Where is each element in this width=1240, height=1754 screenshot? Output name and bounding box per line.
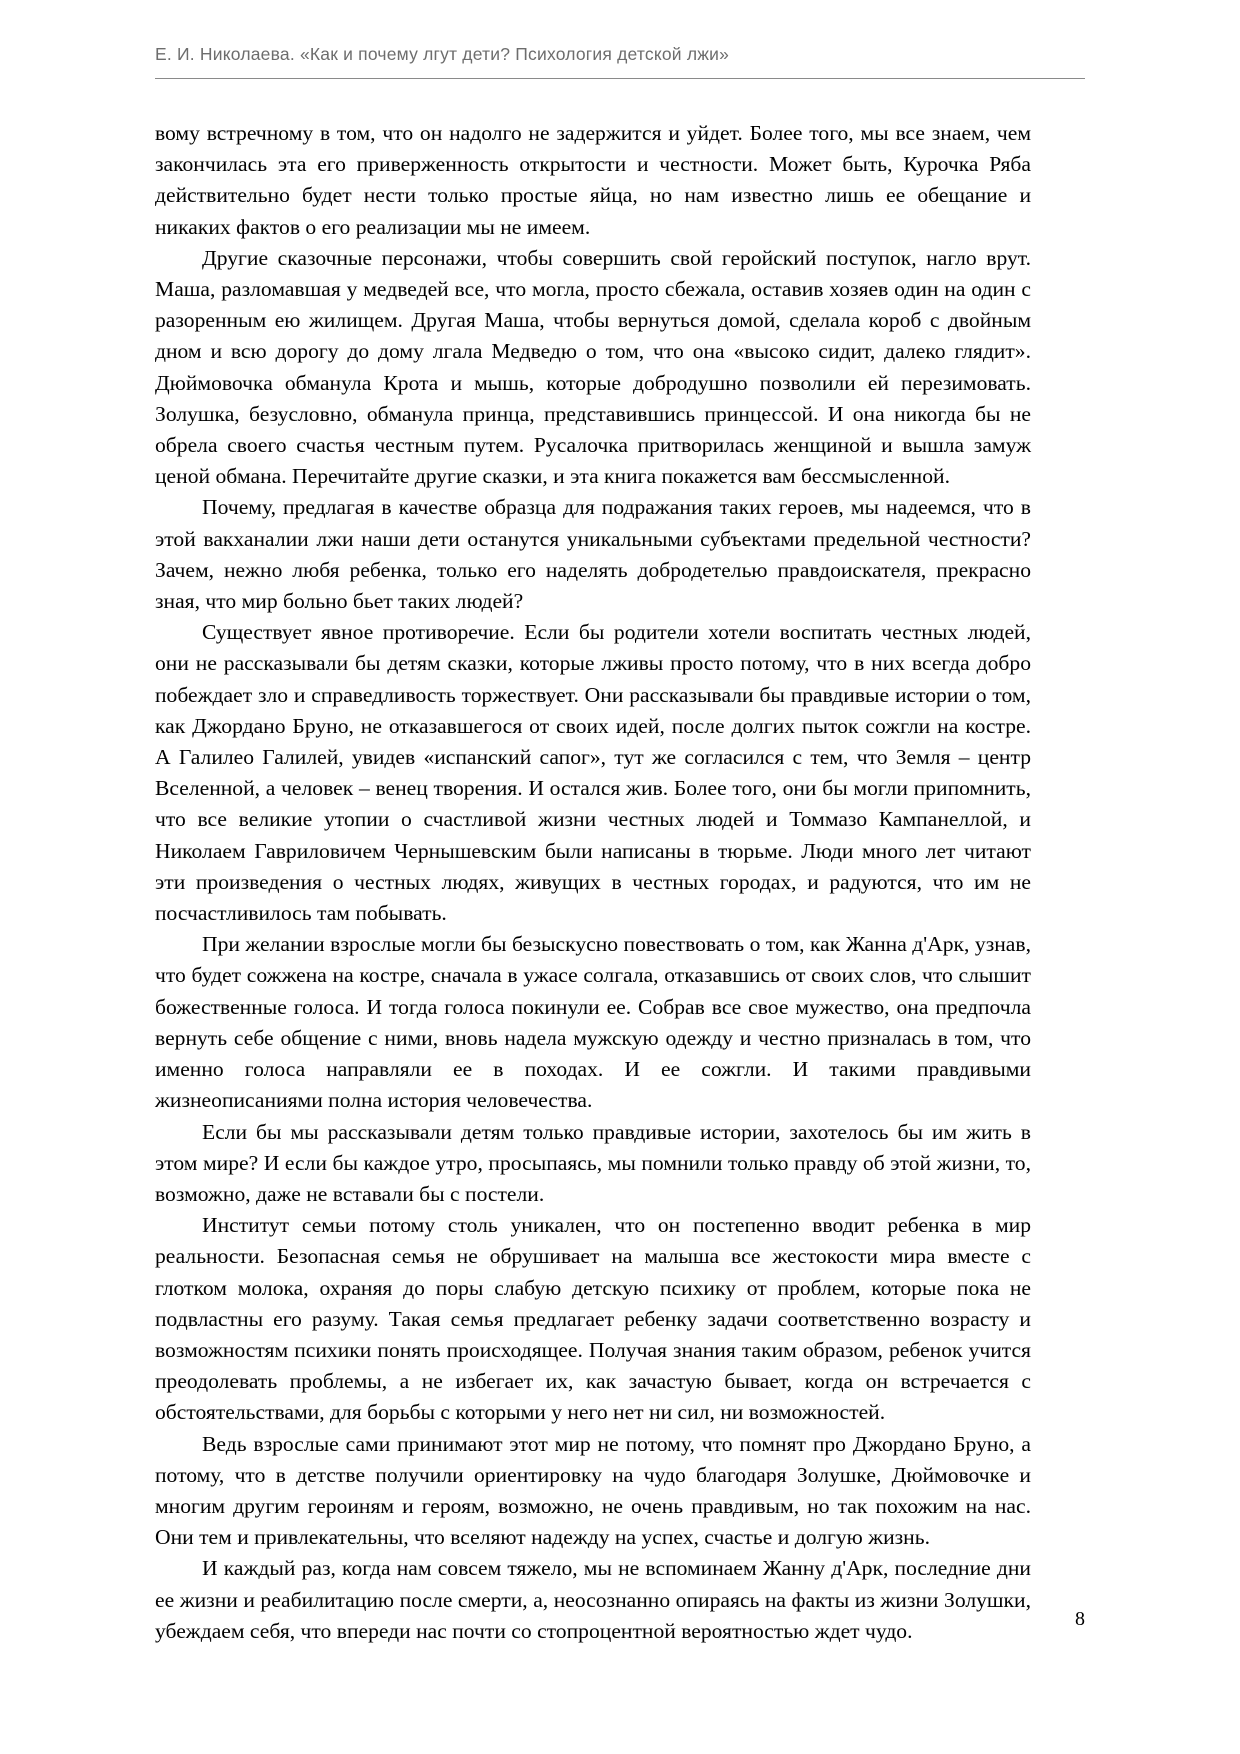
- paragraph: Существует явное противоречие. Если бы родители хотели воспитать честных людей, они не рассказывали бы детям сказки, которые лживы просто потому, что в них всегда добро побеждает зло и справедливость торжествует. Они рассказывали бы правдивые истории о том, как Джордано Бруно, не отказавшегося от своих идей, после долгих пыток сожгли на костре. А Галилео Галилей, увидев «испанский сапог», тут же согласился с тем, что Земля – центр Вселенной, а человек – венец творения. И остался жив. Более того, они бы могли припомнить, что все великие утопии о счастливой жизни честных людей и Томмазо Кампанеллой, и Николаем Гавриловичем Чернышевским были написаны в тюрьме. Люди много лет читают эти произведения о честных людях, живущих в честных городах, и радуются, что им не посчастливилось там побывать.: [155, 620, 1031, 926]
- paragraph: Ведь взрослые сами принимают этот мир не потому, что помнят про Джордано Бруно, а потому, что в детстве получили ориентировку на чудо благодаря Золушке, Дюймовочке и многим другим героиням и героям, возможно, не очень правдивым, но так похожим на нас. Они тем и привлекательны, что вселяют надежду на успех, счастье и долгую жизнь.: [155, 1431, 1031, 1550]
- paragraph-continuation: вому встречному в том, что он надолго не задержится и уйдет. Более того, мы все знаем, чем закончилась эта его приверженность открытости и честности. Может быть, Курочка Ряба действительно будет нести только простые яйца, но нам известно лишь ее обещание и никаких фактов о его реализации мы не имеем.: [155, 121, 1031, 239]
- paragraph: И каждый раз, когда нам совсем тяжело, мы не вспоминаем Жанну д'Арк, последние дни ее жизни и реабилитацию после смерти, а, неосознанно опираясь на факты из жизни Золушки, убеждаем себя, что впереди нас почти со стопроцентной вероятностью ждет чудо.: [155, 1556, 1031, 1643]
- running-head: [155, 44, 1085, 65]
- paragraph: Институт семьи потому столь уникален, что он постепенно вводит ребенка в мир реальности. Безопасная семья не обрушивает на малыша все жестокости мира вместе с глотком молока, охраняя до поры слабую детскую психику от проблем, которые пока не подвластны его разуму. Такая семья предлагает ребенку задачи соответственно возрасту и возможностям психики понять происходящее. Получая знания таким образом, ребенок учится преодолевать проблемы, а не избегает их, как зачастую бывает, когда он встречается с обстоятельствами, для борьбы с которыми у него нет ни сил, ни возможностей.: [155, 1213, 1031, 1425]
- paragraph: Другие сказочные персонажи, чтобы совершить свой геройский поступок, нагло врут. Маша, разломавшая у медведей все, что могла, просто сбежала, оставив хозяев один на один с разоренным ею жилищем. Другая Маша, чтобы вернуться домой, сделала короб с двойным дном и всю дорогу до дому лгала Медведю о том, что она «высоко сидит, далеко глядит». Дюймовочка обманула Крота и мышь, которые добродушно позволили ей перезимовать. Золушка, безусловно, обманула принца, представившись принцессой. И она никогда бы не обрела своего счастья честным путем. Русалочка притворилась женщиной и вышла замуж ценой обмана. Перечитайте другие сказки, и эта книга покажется вам бессмысленной.: [155, 245, 1031, 489]
- running-head-text: Е. И. Николаева. «Как и почему лгут дети? Психология детской лжи»: [155, 44, 730, 64]
- header-divider-rule: [155, 78, 1085, 79]
- paragraph: При желании взрослые могли бы безыскусно повествовать о том, как Жанна д'Арк, узнав, что будет сожжена на костре, сначала в ужасе солгала, отказавшись от своих слов, что слышит божественные голоса. И тогда голоса покинули ее. Собрав все свое мужество, она предпочла вернуть себе общение с ними, вновь надела мужскую одежду и честно призналась в том, что именно голоса направляли ее в походах. И ее сожгли. И такими правдивыми жизнеописаниями полна история человечества.: [155, 932, 1031, 1113]
- paragraph: Почему, предлагая в качестве образца для подражания таких героев, мы надеемся, что в этой вакханалии лжи наши дети останутся уникальными субъектами предельной честности? Зачем, нежно любя ребенка, только его наделять добродетелью правдоискателя, прекрасно зная, что мир больно бьет таких людей?: [155, 495, 1031, 614]
- body-text-column: [155, 118, 1031, 1647]
- paragraph: Если бы мы рассказывали детям только правдивые истории, захотелось бы им жить в этом мире? И если бы каждое утро, просыпаясь, мы помнили только правду об этой жизни, то, возможно, даже не вставали бы с постели.: [155, 1119, 1031, 1206]
- page-number: 8: [1075, 1608, 1085, 1630]
